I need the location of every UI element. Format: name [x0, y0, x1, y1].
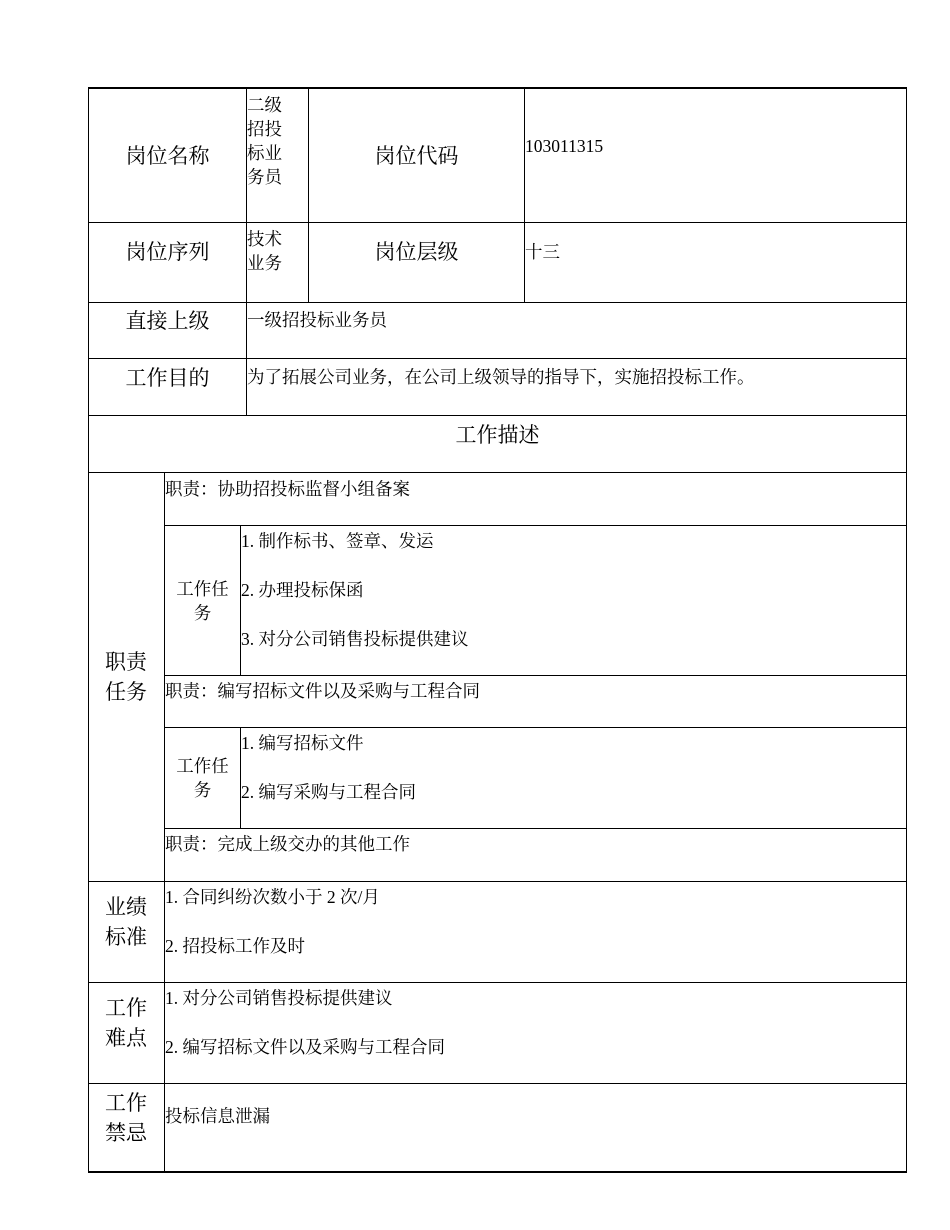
task-label: 工作任务	[176, 578, 229, 623]
performance-item: 1. 合同纠纷次数小于 2 次/月	[165, 887, 380, 907]
position-name-value: 二级招投标业务员	[247, 95, 282, 187]
taboo-value: 投标信息泄漏	[165, 1106, 270, 1126]
task-item: 1. 编写招标文件	[241, 733, 364, 753]
duty-title: 职责：协助招投标监督小组备案	[165, 479, 410, 499]
superior-value: 一级招投标业务员	[247, 310, 387, 330]
description-title: 工作描述	[455, 422, 540, 447]
difficulty-item: 2. 编写招标文件以及采购与工程合同	[165, 1037, 445, 1057]
duty-title: 职责：完成上级交办的其他工作	[165, 834, 410, 854]
task-item: 1. 制作标书、签章、发运	[241, 531, 434, 551]
position-name-label: 岗位名称	[125, 143, 210, 168]
difficulties-label: 工作难点	[105, 996, 147, 1050]
purpose-value: 为了拓展公司业务，在公司上级领导的指导下，实施招投标工作。	[247, 367, 755, 387]
position-code-value: 103011315	[525, 136, 604, 156]
performance-item: 2. 招投标工作及时	[165, 936, 305, 956]
superior-label: 直接上级	[125, 309, 210, 333]
task-label: 工作任务	[176, 756, 229, 800]
position-code-label: 岗位代码	[374, 143, 459, 168]
duties-side-label: 职责任务	[105, 650, 147, 704]
duty-title: 职责：编写招标文件以及采购与工程合同	[165, 681, 480, 701]
level-label: 岗位层级	[374, 239, 459, 264]
level-value: 十三	[525, 242, 560, 262]
taboos-label: 工作禁忌	[105, 1091, 147, 1145]
task-item: 2. 编写采购与工程合同	[241, 782, 416, 802]
sequence-value: 技术业务	[247, 229, 282, 273]
sequence-label: 岗位序列	[125, 239, 210, 264]
performance-label: 业绩标准	[105, 895, 147, 949]
difficulty-item: 1. 对分公司销售投标提供建议	[165, 988, 393, 1008]
task-item: 2. 办理投标保函	[241, 580, 364, 600]
purpose-label: 工作目的	[125, 365, 210, 390]
task-item: 3. 对分公司销售投标提供建议	[241, 629, 469, 649]
